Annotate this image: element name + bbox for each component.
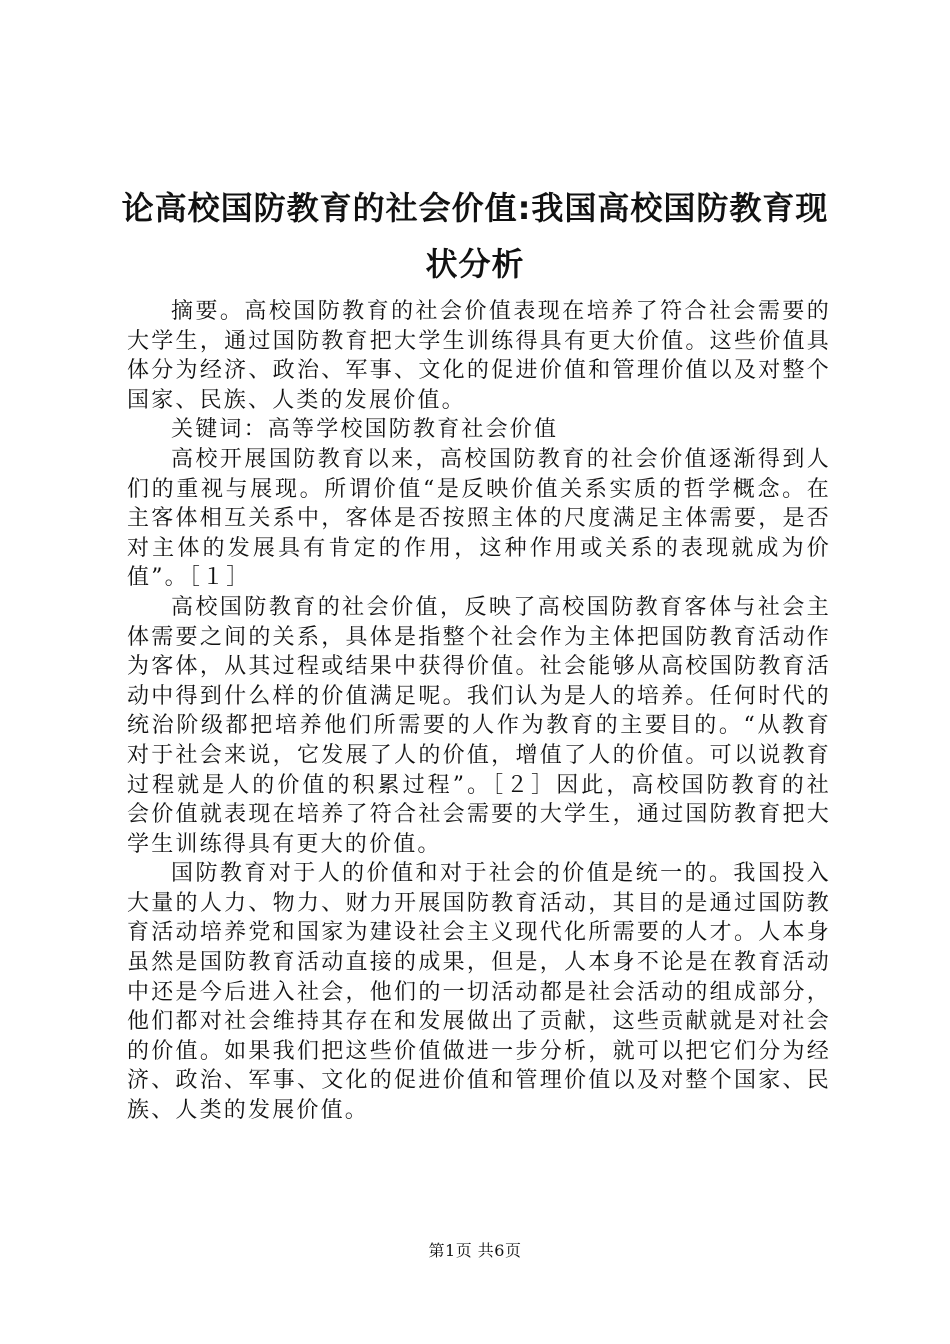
keywords-paragraph: 关键词：高等学校国防教育社会价值: [171, 417, 559, 443]
body-paragraph: 高校开展国防教育以来，高校国防教育的社会价值逐渐得到人们的重视与展现。所谓价值“是反映价值关系实质的哲学概念。在主客体相互关系中，客体是否按照主体的尺度满足主体需要，是否对主体的发展具有肯定的作用，这种作用或关系的表现就成为价值”。［１］: [127, 446, 831, 591]
page-number-footer: 第1页 共6页: [428, 1241, 522, 1260]
body-paragraph: 国防教育对于人的价值和对于社会的价值是统一的。我国投入大量的人力、物力、财力开展国防教育活动，其目的是通过国防教育活动培养党和国家为建设社会主义现代化所需要的人才。人本身虽然是国防教育活动直接的成果，但是，人本身不论是在教育活动中还是今后进入社会，他们的一切活动都是社会活动的组成部分，他们都对社会维持其存在和发展做出了贡献，这些贡献就是对社会的价值。如果我们把这些价值做进一步分析，就可以把它们分为经济、政治、军事、文化的促进价值和管理价值以及对整个国家、民族、人类的发展价值。: [127, 861, 831, 1124]
document-body: [127, 297, 831, 1126]
abstract-paragraph: 摘要。高校国防教育的社会价值表现在培养了符合社会需要的大学生，通过国防教育把大学生训练得具有更大价值。这些价值具体分为经济、政治、军事、文化的促进价值和管理价值以及对整个国家、民族、人类的发展价值。: [127, 299, 831, 413]
document-title: 论高校国防教育的社会价值:我国高校国防教育现状分析: [121, 189, 829, 283]
body-paragraph: 高校国防教育的社会价值，反映了高校国防教育客体与社会主体需要之间的关系，具体是指整个社会作为主体把国防教育活动作为客体，从其过程或结果中获得价值。社会能够从高校国防教育活动中得到什么样的价值满足呢。我们认为是人的培养。任何时代的统治阶级都把培养他们所需要的人作为教育的主要目的。“从教育对于社会来说，它发展了人的价值，增值了人的价值。可以说教育过程就是人的价值的积累过程”。［２］因此，高校国防教育的社会价值就表现在培养了符合社会需要的大学生，通过国防教育把大学生训练得具有更大的价值。: [127, 594, 831, 857]
